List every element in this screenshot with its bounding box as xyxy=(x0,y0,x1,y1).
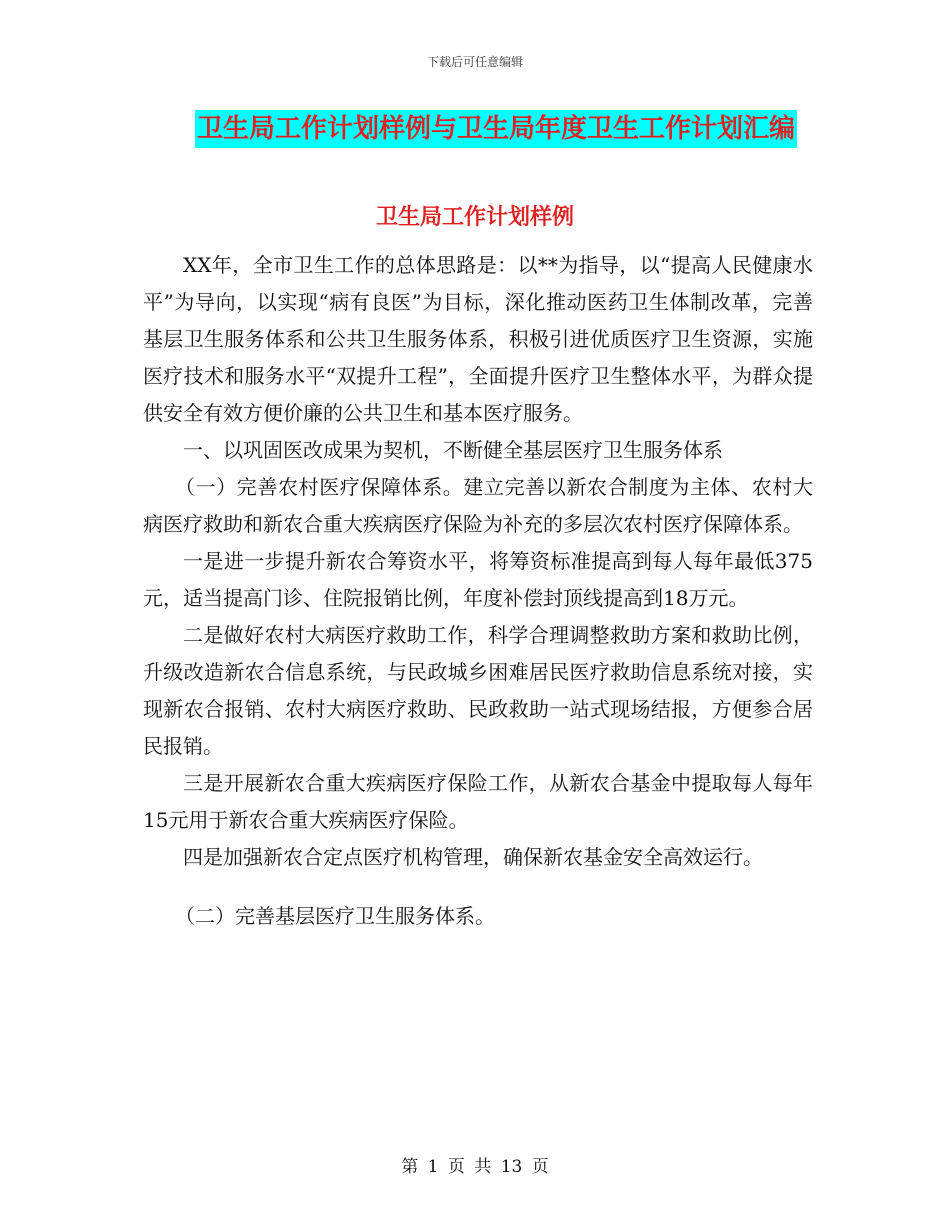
paragraph-heading-1: 一、以巩固医改成果为契机，不断健全基层医疗卫生服务体系 xyxy=(183,438,723,462)
main-title: 卫生局工作计划样例与卫生局年度卫生工作计划汇编 xyxy=(195,110,797,148)
main-title-container xyxy=(195,110,805,148)
page-number-footer: 第 1 页 共 13 页 xyxy=(401,1157,549,1177)
paragraph-item-3: 三是开展新农合重大疾病医疗保险工作，从新农合基金中提取每人每年15元用于新农合重大疾病医疗保险。 xyxy=(143,771,813,832)
paragraph-item-1: 一是进一步提升新农合筹资水平，将筹资标准提高到每人每年最低375元，适当提高门诊、住院报销比例，年度补偿封顶线提高到18万元。 xyxy=(143,549,813,610)
header-note: 下载后可任意编辑 xyxy=(426,55,523,69)
paragraph-overview: XX年，全市卫生工作的总体思路是：以**为指导，以“提高人民健康水平”为导向，以实现“病有良医”为目标，深化推动医药卫生体制改革，完善基层卫生服务体系和公共卫生服务体系，积极引进优质医疗卫生资源，实施医疗技术和服务水平“双提升工程”，全面提升医疗卫生整体水平，为群众提供安全有效方便价廉的公共卫生和基本医疗服务。 xyxy=(143,253,813,425)
paragraph-subheading-1: （一）完善农村医疗保障体系。建立完善以新农合制度为主体、农村大病医疗救助和新农合重大疾病医疗保险为补充的多层次农村医疗保障体系。 xyxy=(143,475,813,536)
paragraph-item-2: 二是做好农村大病医疗救助工作，科学合理调整救助方案和救助比例，升级改造新农合信息系统，与民政城乡困难居民医疗救助信息系统对接，实现新农合报销、农村大病医疗救助、民政救助一站式现场结报，方便参合居民报销。 xyxy=(143,623,813,758)
section-title: 卫生局工作计划样例 xyxy=(375,204,574,230)
paragraph-item-4: 四是加强新农合定点医疗机构管理，确保新农基金安全高效运行。 xyxy=(183,845,763,869)
document-body xyxy=(143,247,813,935)
paragraph-subheading-2: （二）完善基层医疗卫生服务体系。 xyxy=(175,904,495,928)
